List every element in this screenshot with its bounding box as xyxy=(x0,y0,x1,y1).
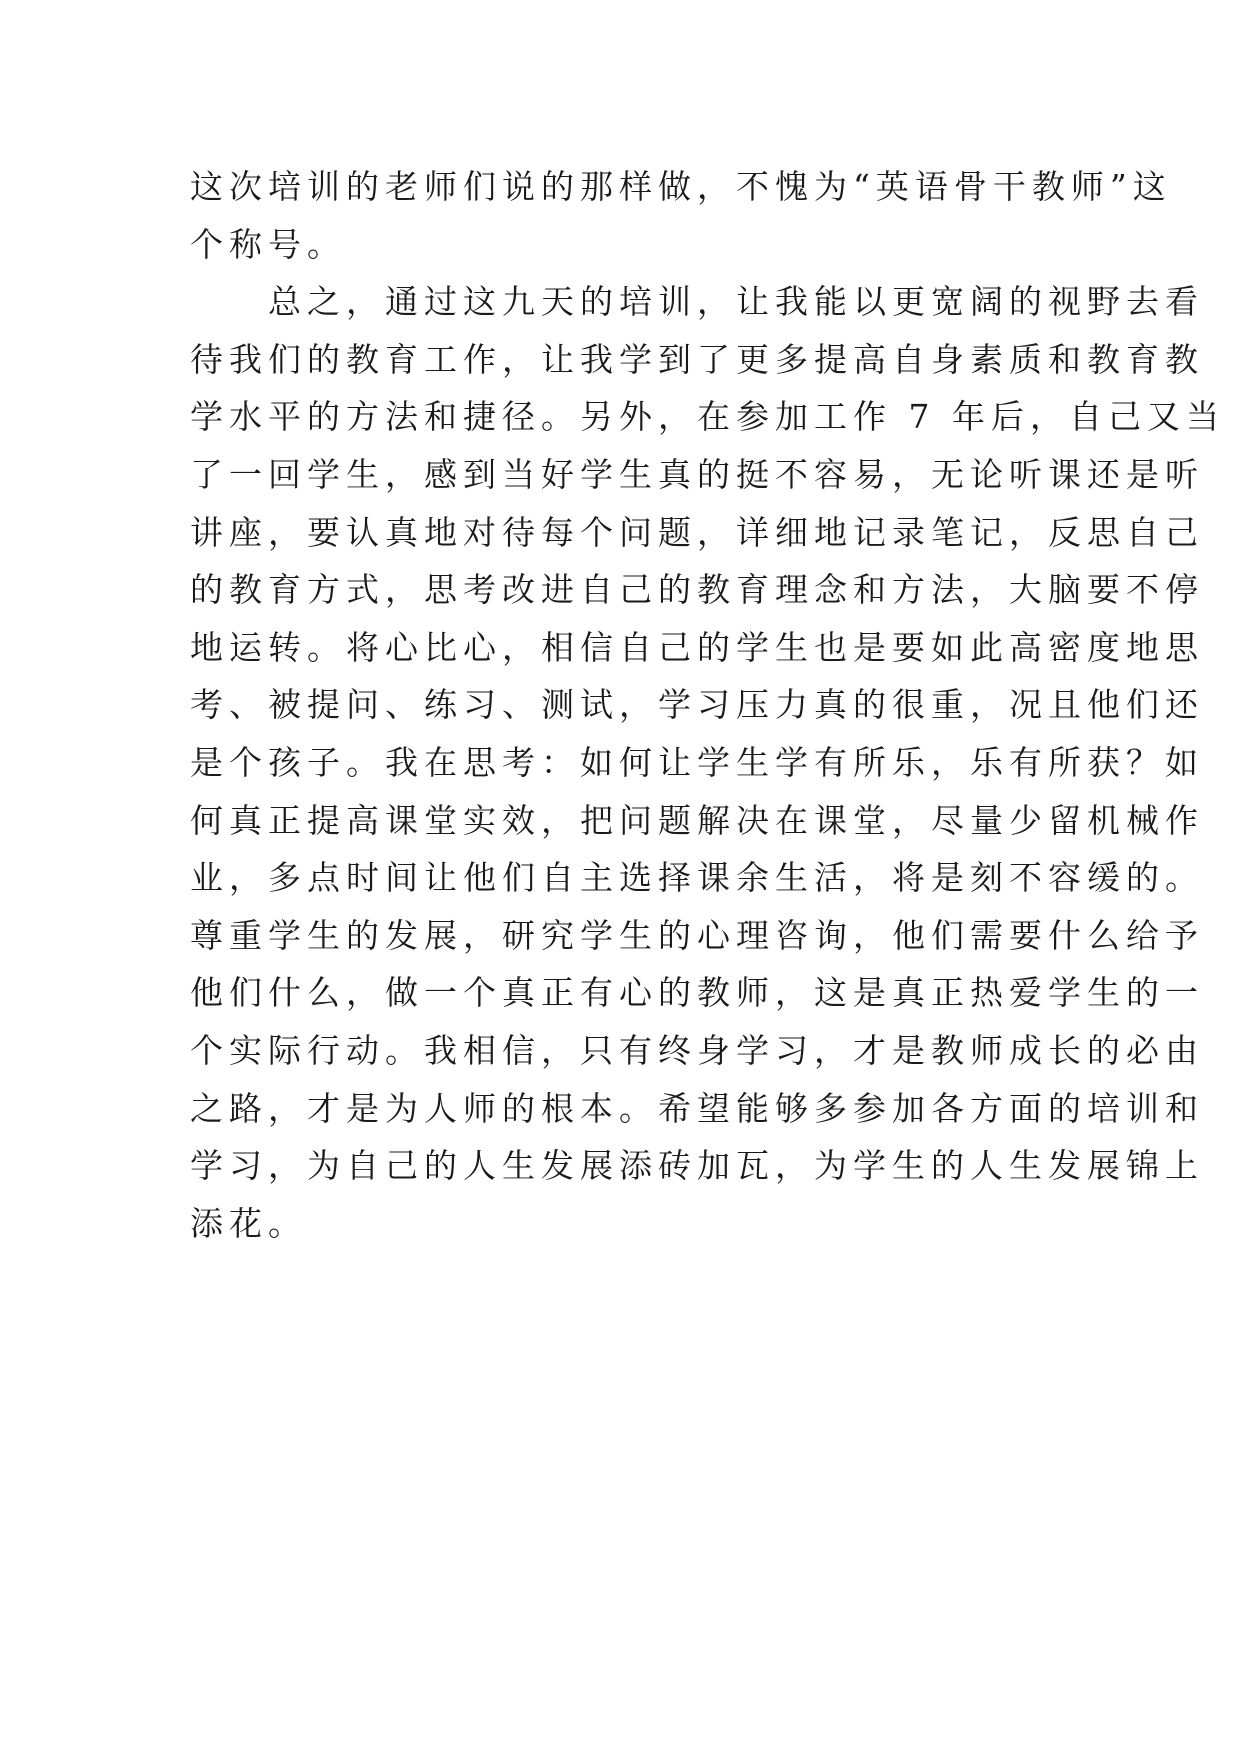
text-line: 这次培训的老师们说的那样做，不愧为“英语骨干教师”这 xyxy=(190,167,1172,206)
text-line: 他们什么，做一个真正有心的教师，这是真正热爱学生的一 xyxy=(190,973,1204,1013)
text-line: 个称号。 xyxy=(190,224,346,264)
text-line: 添花。 xyxy=(190,1203,307,1243)
text-line: 尊重学生的发展，研究学生的心理咨询，他们需要什么给予 xyxy=(190,915,1204,955)
text-line: 总之，通过这九天的培训，让我能以更宽阔的视野去看 xyxy=(190,282,1204,322)
text-line: 个实际行动。我相信，只有终身学习，才是教师成长的必由 xyxy=(190,1030,1204,1070)
text-line: 的教育方式，思考改进自己的教育理念和方法，大脑要不停 xyxy=(190,570,1204,610)
text-line: 地运转。将心比心，相信自己的学生也是要如此高密度地思 xyxy=(190,627,1204,667)
text-line: 了一回学生，感到当好学生真的挺不容易，无论听课还是听 xyxy=(190,454,1204,494)
text-line: 考、被提问、练习、测试，学习压力真的很重，况且他们还 xyxy=(190,685,1204,725)
text-line: 业，多点时间让他们自主选择课余生活，将是刻不容缓的。 xyxy=(190,858,1204,898)
text-line: 学水平的方法和捷径。另外，在参加工作 7 年后，自己又当 xyxy=(190,397,1225,437)
text-line: 之路，才是为人师的根本。希望能够多参加各方面的培训和 xyxy=(190,1088,1204,1128)
text-line: 学习，为自己的人生发展添砖加瓦，为学生的人生发展锦上 xyxy=(190,1146,1204,1186)
body-text xyxy=(190,158,1225,1252)
text-line: 待我们的教育工作，让我学到了更多提高自身素质和教育教 xyxy=(190,339,1204,379)
text-line: 讲座，要认真地对待每个问题，详细地记录笔记，反思自己 xyxy=(190,512,1204,552)
text-line: 是个孩子。我在思考：如何让学生学有所乐，乐有所获？如 xyxy=(190,742,1204,782)
text-line: 何真正提高课堂实效，把问题解决在课堂，尽量少留机械作 xyxy=(190,800,1204,840)
